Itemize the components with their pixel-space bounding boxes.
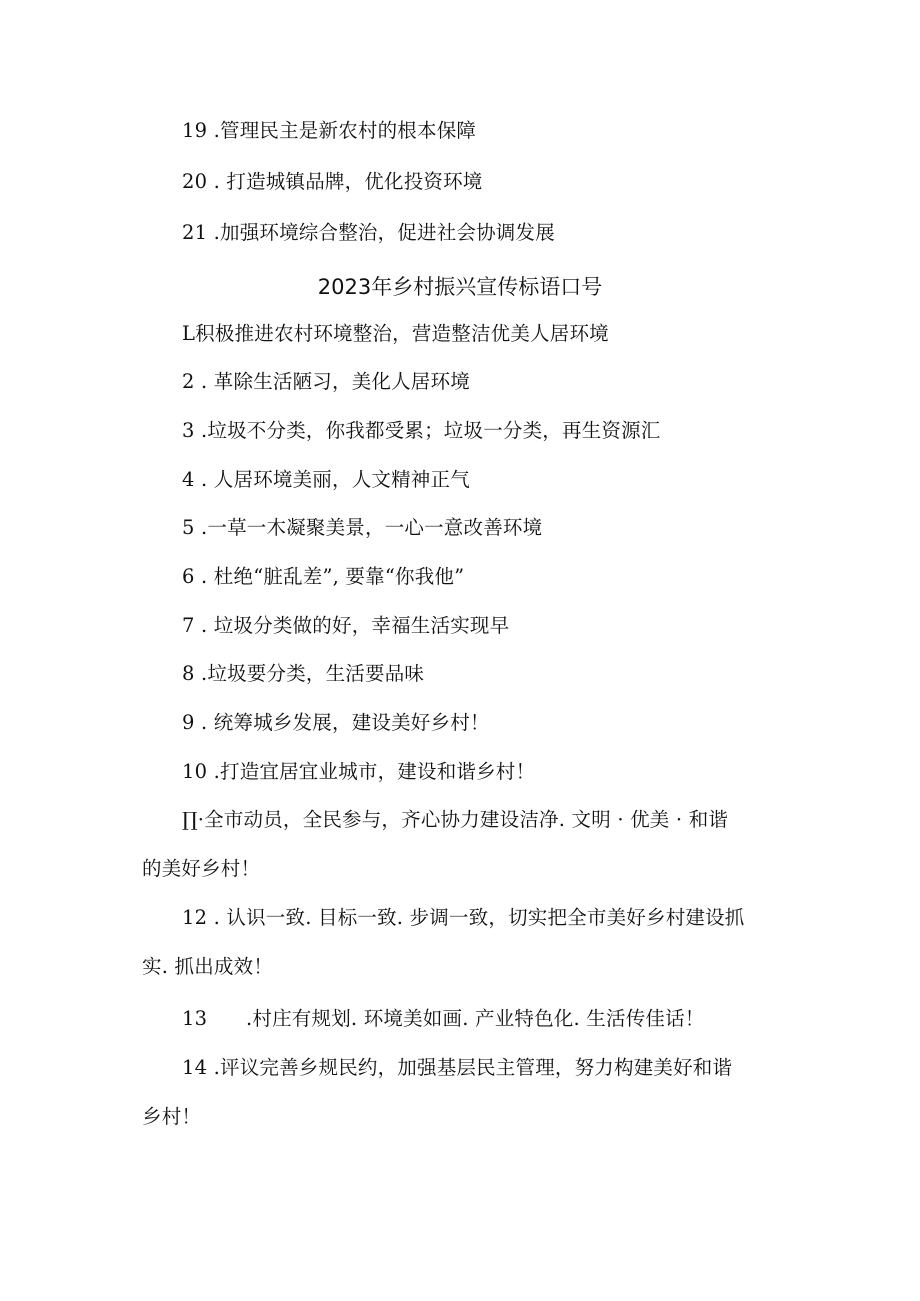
list-item: 19 .管理民主是新农村的根本保障	[182, 119, 477, 142]
list-item: ∏·全市动员，全民参与，齐心协力建设洁净. 文明 · 优美 · 和谐	[182, 808, 729, 831]
list-item: 7 . 垃圾分类做的好，幸福生活实现早	[182, 614, 510, 637]
list-item-continuation: 的美好乡村！	[142, 857, 261, 880]
list-item-continuation: 实. 抓出成效！	[142, 955, 273, 978]
list-item: .村庄有规划. 环境美如画. 产业特色化. 生活传佳话！	[246, 1007, 705, 1030]
list-item: L积极推进农村环境整治，营造整洁优美人居环境	[182, 322, 609, 345]
list-item: 20 . 打造城镇品牌，优化投资环境	[182, 170, 483, 193]
list-item: 10 .打造宜居宜业城市，建设和谐乡村！	[182, 760, 536, 783]
list-item: 4 . 人居环境美丽，人文精神正气	[182, 468, 470, 491]
list-item: 3 .垃圾不分类，你我都受累；垃圾一分类，再生资源汇	[182, 419, 661, 442]
list-item-number: 13	[182, 1007, 208, 1030]
list-item: 21 .加强环境综合整治，促进社会协调发展	[182, 221, 555, 244]
page-title: 2023年乡村振兴宣传标语口号	[317, 275, 603, 299]
list-item: 9 . 统筹城乡发展，建设美好乡村！	[182, 711, 490, 734]
list-item-continuation: 乡村！	[142, 1105, 202, 1128]
list-item: 12 . 认识一致. 目标一致. 步调一致，切实把全市美好乡村建设抓	[182, 906, 745, 929]
list-item: 6 . 杜绝“脏乱差”, 要靠“你我他”	[182, 565, 465, 588]
list-item: 8 .垃圾要分类，生活要品味	[182, 662, 425, 685]
list-item: 5 .一草一木凝聚美景，一心一意改善环境	[182, 516, 543, 539]
list-item: 2 . 革除生活陋习，美化人居环境	[182, 370, 470, 393]
list-item: 14 .评议完善乡规民约，加强基层民主管理，努力构建美好和谐	[182, 1056, 733, 1079]
